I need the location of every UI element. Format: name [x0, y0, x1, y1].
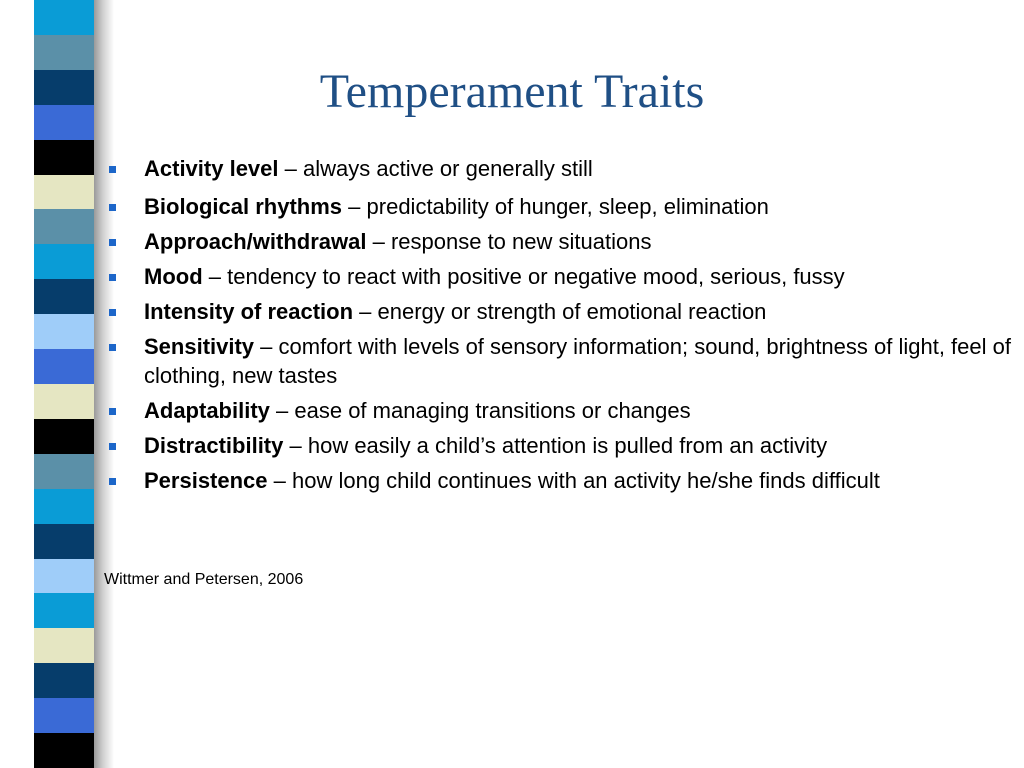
strip-segment	[34, 209, 94, 244]
strip-segment	[34, 70, 94, 105]
strip-segment	[34, 349, 94, 384]
trait-term: Approach/withdrawal	[144, 229, 367, 254]
strip-segment	[34, 524, 94, 559]
trait-term: Activity level	[144, 156, 279, 181]
trait-description: – ease of managing transitions or changes	[276, 398, 691, 423]
trait-term: Sensitivity	[144, 334, 255, 359]
trait-term: Intensity of reaction	[144, 299, 354, 324]
strip-segment	[34, 419, 94, 454]
strip-segment	[34, 628, 94, 663]
trait-description: – always active or generally still	[284, 156, 593, 181]
list-item	[104, 227, 1019, 256]
trait-description: – tendency to react with positive or negative mood, serious, fussy	[208, 264, 845, 289]
strip-segment	[34, 279, 94, 314]
slide-title: Temperament Traits	[319, 65, 705, 118]
strip-segment	[34, 105, 94, 140]
strip-segment	[34, 175, 94, 210]
list-item	[104, 332, 1019, 390]
trait-description: – how easily a child’s attention is pulled from an activity	[289, 433, 828, 458]
strip-segment	[34, 593, 94, 628]
list-item	[104, 466, 1019, 495]
trait-description: – response to new situations	[372, 229, 652, 254]
trait-description: – energy or strength of emotional reaction	[359, 299, 767, 324]
square-bullet-icon	[109, 408, 116, 415]
strip-segment	[34, 384, 94, 419]
strip-segment	[34, 314, 94, 349]
strip-segment	[34, 454, 94, 489]
square-bullet-icon	[109, 309, 116, 316]
square-bullet-icon	[109, 344, 116, 351]
trait-term: Adaptability	[144, 398, 270, 423]
trait-term: Persistence	[144, 468, 268, 493]
strip-segment	[34, 559, 94, 594]
list-item	[104, 262, 1019, 291]
square-bullet-icon	[109, 274, 116, 281]
strip-segment	[34, 244, 94, 279]
strip-segment	[34, 140, 94, 175]
strip-segment	[34, 698, 94, 733]
trait-term: Mood	[144, 264, 203, 289]
trait-term: Biological rhythms	[144, 194, 343, 219]
trait-list	[104, 154, 1019, 501]
square-bullet-icon	[109, 443, 116, 450]
strip-segment	[34, 663, 94, 698]
decorative-color-strip	[34, 0, 94, 768]
strip-segment	[34, 733, 94, 768]
strip-segment	[34, 35, 94, 70]
list-item	[104, 396, 1019, 425]
square-bullet-icon	[109, 239, 116, 246]
square-bullet-icon	[109, 166, 116, 173]
trait-term: Distractibility	[144, 433, 284, 458]
square-bullet-icon	[109, 478, 116, 485]
square-bullet-icon	[109, 204, 116, 211]
list-item	[104, 431, 1019, 460]
list-item	[104, 192, 1019, 221]
list-item	[104, 154, 1019, 183]
trait-description: – comfort with levels of sensory information; sound, brightness of light, feel of clothing, new tastes	[144, 334, 1011, 388]
trait-description: – how long child continues with an activity he/she finds difficult	[273, 468, 880, 493]
strip-segment	[34, 0, 94, 35]
list-item	[104, 297, 1019, 326]
trait-description: – predictability of hunger, sleep, elimination	[348, 194, 769, 219]
citation: Wittmer and Petersen, 2006	[104, 571, 304, 588]
strip-segment	[34, 489, 94, 524]
